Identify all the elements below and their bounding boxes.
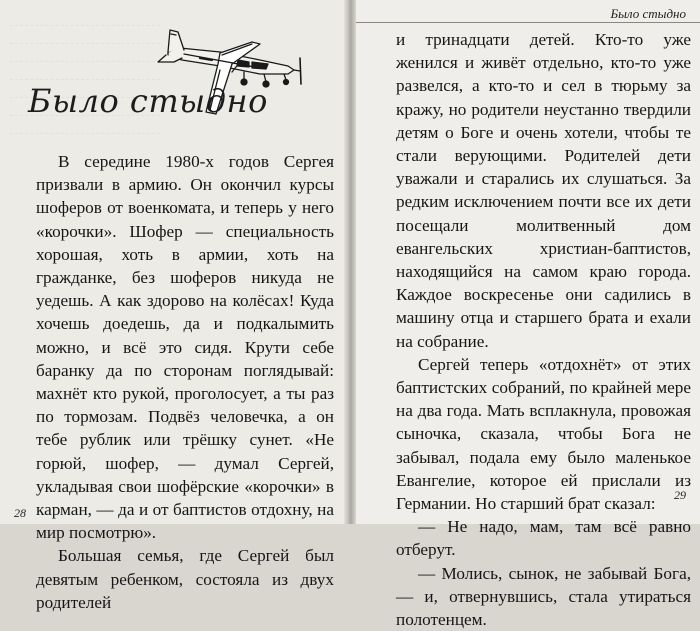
- paragraph: Сергей теперь «отдохнёт» от этих баптистских собраний, по крайней мере на два года. Мать всплакнула, провожая сыночка, сказала, чтобы Бога не забывал, подала ему было маленькое Евангелие, которое ей прислали из Германии. Но старший брат сказал:: [396, 354, 691, 514]
- running-header: Было стыдно: [610, 6, 686, 21]
- left-page: [0, 0, 344, 612]
- book-spine-gutter: [344, 0, 356, 524]
- header-rule: [356, 22, 700, 23]
- paragraph: и тринадцати детей. Кто-то уже женился и живёт отдельно, кто-то уже развелся, а кто-то и сел в тюрьму за кражу, но родители неустанно твердили детям о Боге и очень хотели, чтобы те стали верующими. Родителей дети уважали и старались их слушаться. За редким исключением почти все их дети посещали молитвенный дом евангельских христиан-баптистов, находящийся на самом краю города. Каждое воскресенье они садились в машину отца и старшего брата и ехали на собрание.: [396, 30, 691, 351]
- right-page-body: [396, 28, 691, 631]
- page-number: 28: [14, 506, 26, 520]
- paragraph: В середине 1980-х годов Сергея призвали в армию. Он окончил курсы шоферов от военкомата, и теперь у него «корочки». Шофер — специальность хорошая, хоть в армии, хоть на гражданке, без шоферов никуда не уедешь. А как здорово на колёсах! Куда хочешь доедешь, да и подкалымить можно, и всё это сидя. Крути себе баранку да по сторонам поглядывай: махнёт кто рукой, проголосует, а ты раз по тормозам. Подвёз человечка, а он тебе рублик или трёшку сунет. «Не горюй, шофер, — думал Сергей, укладывая свои шофёрские «корочки» в карман, — да и от баптистов отдохну, на мир посмотрю».: [36, 152, 334, 543]
- paragraph: — Не надо, мам, там всё равно отберут.: [396, 517, 691, 560]
- paragraph: — Молись, сынок, не забывай Бога, — и, отвернувшись, стала утираться полотенцем.: [396, 563, 691, 630]
- left-page-body: [36, 150, 334, 614]
- page-number: 29: [674, 488, 686, 502]
- paragraph: Большая семья, где Сергей был девятым ребенком, состояла из двух родителей: [36, 546, 334, 612]
- right-page: [356, 0, 700, 630]
- chapter-title: Было стыдно: [28, 82, 268, 120]
